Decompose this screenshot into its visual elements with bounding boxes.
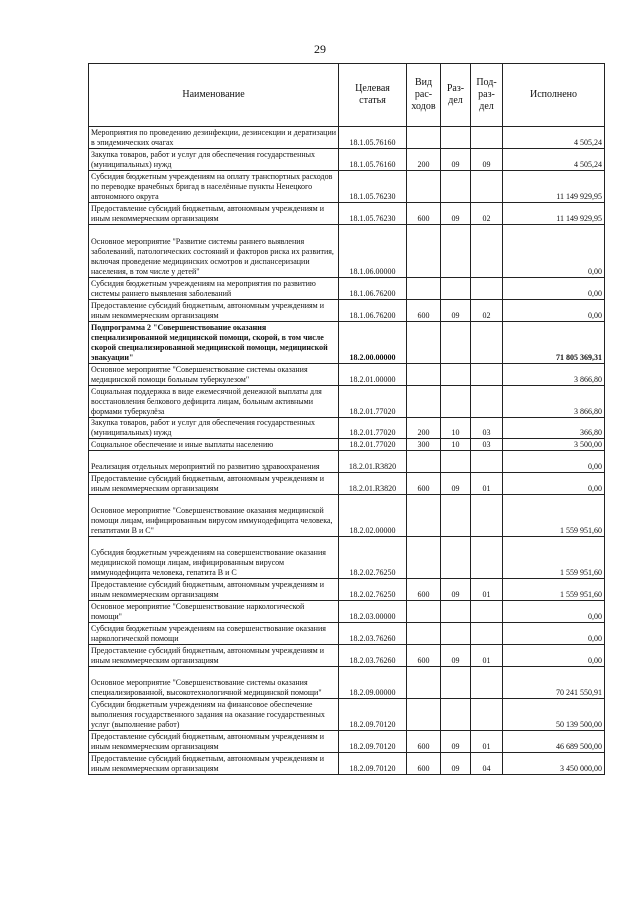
row-subsection-cell: 03	[471, 418, 503, 439]
row-section-cell	[441, 127, 471, 149]
row-expense-type-cell	[407, 127, 441, 149]
row-target-article-cell: 18.2.09.70120	[339, 753, 407, 775]
row-subsection-cell	[471, 451, 503, 473]
row-executed-cell: 4 505,24	[503, 149, 605, 171]
table-row	[89, 495, 605, 537]
row-target-article-cell: 18.1.06.76200	[339, 300, 407, 322]
row-target-article-cell: 18.2.09.00000	[339, 667, 407, 699]
row-executed-cell: 3 866,80	[503, 386, 605, 418]
table-row	[89, 171, 605, 203]
row-name-cell: Основное мероприятие "Совершенствование системы оказания специализированной, высокотехнологичной медицинской помощи"	[89, 667, 339, 699]
row-section-cell	[441, 225, 471, 278]
row-executed-cell: 0,00	[503, 225, 605, 278]
row-target-article-cell: 18.2.09.70120	[339, 731, 407, 753]
table-row	[89, 386, 605, 418]
row-executed-cell: 0,00	[503, 278, 605, 300]
row-executed-cell: 0,00	[503, 473, 605, 495]
row-subsection-cell	[471, 601, 503, 623]
row-name-cell: Субсидия бюджетным учреждениям на совершенствование оказания медицинской помощи лицам, инфицированным вирусом иммунодефицита человека, гепатита В и С	[89, 537, 339, 579]
row-section-cell	[441, 623, 471, 645]
row-executed-cell: 366,80	[503, 418, 605, 439]
row-name-cell: Основное мероприятие "Развитие системы раннего выявления заболеваний, патологических состояний и факторов риска их развития, включая проведение медицинских осмотров и диспансеризации населения, в том числе у детей"	[89, 225, 339, 278]
row-section-cell	[441, 364, 471, 386]
row-name-cell: Предоставление субсидий бюджетным, автономным учреждениям и иным некоммерческим организациям	[89, 731, 339, 753]
row-name-cell: Основное мероприятие "Совершенствование системы оказания медицинской помощи больным туберкулезом"	[89, 364, 339, 386]
row-executed-cell: 3 866,80	[503, 364, 605, 386]
row-expense-type-cell	[407, 699, 441, 731]
row-subsection-cell: 02	[471, 300, 503, 322]
row-section-cell: 09	[441, 300, 471, 322]
header-name: Наименование	[89, 64, 339, 127]
row-executed-cell: 3 500,00	[503, 439, 605, 451]
row-expense-type-cell: 200	[407, 418, 441, 439]
row-expense-type-cell: 600	[407, 579, 441, 601]
row-executed-cell: 70 241 550,91	[503, 667, 605, 699]
table-row	[89, 418, 605, 439]
row-executed-cell: 1 559 951,60	[503, 537, 605, 579]
row-target-article-cell: 18.1.06.76200	[339, 278, 407, 300]
row-executed-cell: 3 450 000,00	[503, 753, 605, 775]
row-executed-cell: 0,00	[503, 623, 605, 645]
row-target-article-cell: 18.2.02.76250	[339, 537, 407, 579]
row-expense-type-cell	[407, 451, 441, 473]
row-subsection-cell	[471, 495, 503, 537]
row-expense-type-cell: 600	[407, 473, 441, 495]
table-row	[89, 300, 605, 322]
header-executed: Исполнено	[503, 64, 605, 127]
row-target-article-cell: 18.2.01.77020	[339, 418, 407, 439]
table-row	[89, 127, 605, 149]
row-name-cell: Предоставление субсидий бюджетным, автономным учреждениям и иным некоммерческим организациям	[89, 300, 339, 322]
row-section-cell: 09	[441, 579, 471, 601]
table-row	[89, 322, 605, 364]
table-row	[89, 667, 605, 699]
row-target-article-cell: 18.2.00.00000	[339, 322, 407, 364]
row-section-cell: 09	[441, 203, 471, 225]
row-name-cell: Субсидия бюджетным учреждениям на мероприятия по развитию системы раннего выявления заболеваний	[89, 278, 339, 300]
row-target-article-cell: 18.1.05.76160	[339, 149, 407, 171]
table-row	[89, 451, 605, 473]
row-name-cell: Субсидия бюджетным учреждениям на совершенствование оказания наркологической помощи	[89, 623, 339, 645]
row-expense-type-cell: 600	[407, 203, 441, 225]
table-row	[89, 149, 605, 171]
row-name-cell: Субсидии бюджетным учреждениям на финансовое обеспечение выполнения государственного задания на оказание государственных услуг (выполнение работ)	[89, 699, 339, 731]
row-name-cell: Социальная поддержка в виде ежемесячной денежной выплаты для восстановления белкового дефицита лицам, больным активными формами туберкулёза	[89, 386, 339, 418]
row-executed-cell: 11 149 929,95	[503, 203, 605, 225]
row-target-article-cell: 18.1.05.76230	[339, 203, 407, 225]
row-subsection-cell: 01	[471, 645, 503, 667]
row-expense-type-cell: 200	[407, 149, 441, 171]
row-section-cell	[441, 495, 471, 537]
row-section-cell	[441, 601, 471, 623]
row-target-article-cell: 18.1.06.00000	[339, 225, 407, 278]
row-section-cell	[441, 667, 471, 699]
row-expense-type-cell	[407, 364, 441, 386]
table-row	[89, 645, 605, 667]
row-executed-cell: 0,00	[503, 601, 605, 623]
row-subsection-cell	[471, 364, 503, 386]
row-subsection-cell: 01	[471, 731, 503, 753]
row-executed-cell: 0,00	[503, 300, 605, 322]
row-name-cell: Предоставление субсидий бюджетным, автономным учреждениям и иным некоммерческим организациям	[89, 753, 339, 775]
row-subsection-cell: 01	[471, 473, 503, 495]
row-executed-cell: 0,00	[503, 451, 605, 473]
table-body	[89, 127, 605, 775]
row-section-cell: 09	[441, 731, 471, 753]
row-target-article-cell: 18.1.05.76160	[339, 127, 407, 149]
header-expense-type: Вид рас-ходов	[407, 64, 441, 127]
table-row	[89, 537, 605, 579]
row-name-cell: Закупка товаров, работ и услуг для обеспечения государственных (муниципальных) нужд	[89, 418, 339, 439]
row-target-article-cell: 18.2.01.00000	[339, 364, 407, 386]
row-name-cell: Реализация отдельных мероприятий по развитию здравоохранения	[89, 451, 339, 473]
row-target-article-cell: 18.2.03.76260	[339, 623, 407, 645]
row-target-article-cell: 18.1.05.76230	[339, 171, 407, 203]
row-name-cell: Социальное обеспечение и иные выплаты населению	[89, 439, 339, 451]
header-section: Раз-дел	[441, 64, 471, 127]
row-target-article-cell: 18.2.02.76250	[339, 579, 407, 601]
header-subsection: Под-раз-дел	[471, 64, 503, 127]
row-section-cell: 09	[441, 645, 471, 667]
row-subsection-cell: 02	[471, 203, 503, 225]
row-expense-type-cell	[407, 623, 441, 645]
row-subsection-cell	[471, 171, 503, 203]
row-executed-cell: 50 139 500,00	[503, 699, 605, 731]
row-expense-type-cell	[407, 601, 441, 623]
row-name-cell: Предоставление субсидий бюджетным, автономным учреждениям и иным некоммерческим организациям	[89, 645, 339, 667]
row-expense-type-cell: 300	[407, 439, 441, 451]
row-subsection-cell	[471, 667, 503, 699]
row-expense-type-cell: 600	[407, 300, 441, 322]
table-row	[89, 731, 605, 753]
row-name-cell: Закупка товаров, работ и услуг для обеспечения государственных (муниципальных) нужд	[89, 149, 339, 171]
row-target-article-cell: 18.2.01.77020	[339, 439, 407, 451]
row-expense-type-cell: 600	[407, 731, 441, 753]
header-target-article: Целевая статья	[339, 64, 407, 127]
row-section-cell	[441, 451, 471, 473]
row-target-article-cell: 18.2.02.00000	[339, 495, 407, 537]
row-section-cell: 09	[441, 473, 471, 495]
row-executed-cell: 1 559 951,60	[503, 579, 605, 601]
row-expense-type-cell	[407, 386, 441, 418]
row-expense-type-cell: 600	[407, 645, 441, 667]
table-row	[89, 579, 605, 601]
row-subsection-cell	[471, 127, 503, 149]
table-row	[89, 601, 605, 623]
row-subsection-cell	[471, 322, 503, 364]
row-section-cell: 09	[441, 149, 471, 171]
page-number: 29	[314, 42, 326, 56]
row-name-cell: Мероприятия по проведению дезинфекции, дезинсекции и дератизации в эпидемических очагах	[89, 127, 339, 149]
row-executed-cell: 4 505,24	[503, 127, 605, 149]
row-subsection-cell: 03	[471, 439, 503, 451]
row-subsection-cell: 09	[471, 149, 503, 171]
row-target-article-cell: 18.2.03.00000	[339, 601, 407, 623]
row-expense-type-cell	[407, 225, 441, 278]
row-subsection-cell	[471, 699, 503, 731]
row-section-cell	[441, 278, 471, 300]
table-row	[89, 439, 605, 451]
row-subsection-cell	[471, 623, 503, 645]
table-row	[89, 699, 605, 731]
row-section-cell: 09	[441, 753, 471, 775]
table-row	[89, 473, 605, 495]
row-executed-cell: 0,00	[503, 645, 605, 667]
row-expense-type-cell	[407, 537, 441, 579]
row-executed-cell: 71 805 369,31	[503, 322, 605, 364]
row-subsection-cell: 01	[471, 579, 503, 601]
row-executed-cell: 46 689 500,00	[503, 731, 605, 753]
row-expense-type-cell: 600	[407, 753, 441, 775]
row-subsection-cell: 04	[471, 753, 503, 775]
row-section-cell: 10	[441, 418, 471, 439]
row-subsection-cell	[471, 225, 503, 278]
row-target-article-cell: 18.2.01.R3820	[339, 451, 407, 473]
row-executed-cell: 1 559 951,60	[503, 495, 605, 537]
row-section-cell	[441, 699, 471, 731]
table-row	[89, 364, 605, 386]
table-row	[89, 278, 605, 300]
row-section-cell	[441, 386, 471, 418]
row-section-cell: 10	[441, 439, 471, 451]
row-section-cell	[441, 171, 471, 203]
row-expense-type-cell	[407, 495, 441, 537]
row-name-cell: Предоставление субсидий бюджетным, автономным учреждениям и иным некоммерческим организациям	[89, 579, 339, 601]
budget-table	[88, 63, 605, 775]
row-name-cell: Подпрограмма 2 "Совершенствование оказания специализированной медицинской помощи, скорой, в том числе скорой специализированной медицинской помощи, медицинской эвакуации"	[89, 322, 339, 364]
table-header-row	[89, 64, 605, 127]
row-expense-type-cell	[407, 667, 441, 699]
row-subsection-cell	[471, 386, 503, 418]
row-section-cell	[441, 537, 471, 579]
table-row	[89, 203, 605, 225]
row-expense-type-cell	[407, 322, 441, 364]
row-target-article-cell: 18.2.01.77020	[339, 386, 407, 418]
row-name-cell: Предоставление субсидий бюджетным, автономным учреждениям и иным некоммерческим организациям	[89, 203, 339, 225]
table-row	[89, 623, 605, 645]
row-section-cell	[441, 322, 471, 364]
row-name-cell: Предоставление субсидий бюджетным, автономным учреждениям и иным некоммерческим организациям	[89, 473, 339, 495]
row-expense-type-cell	[407, 278, 441, 300]
row-subsection-cell	[471, 537, 503, 579]
row-subsection-cell	[471, 278, 503, 300]
table-row	[89, 753, 605, 775]
row-name-cell: Основное мероприятие "Совершенствование наркологической помощи"	[89, 601, 339, 623]
row-target-article-cell: 18.2.01.R3820	[339, 473, 407, 495]
row-target-article-cell: 18.2.09.70120	[339, 699, 407, 731]
row-name-cell: Субсидия бюджетным учреждениям на оплату транспортных расходов по переводке врачебных бригад в населённые пункты Ненецкого автономного округа	[89, 171, 339, 203]
row-expense-type-cell	[407, 171, 441, 203]
row-executed-cell: 11 149 929,95	[503, 171, 605, 203]
table-row	[89, 225, 605, 278]
row-target-article-cell: 18.2.03.76260	[339, 645, 407, 667]
row-name-cell: Основное мероприятие "Совершенствование оказания медицинской помощи лицам, инфицированным вирусом иммунодефицита человека, гепатитами В и С"	[89, 495, 339, 537]
